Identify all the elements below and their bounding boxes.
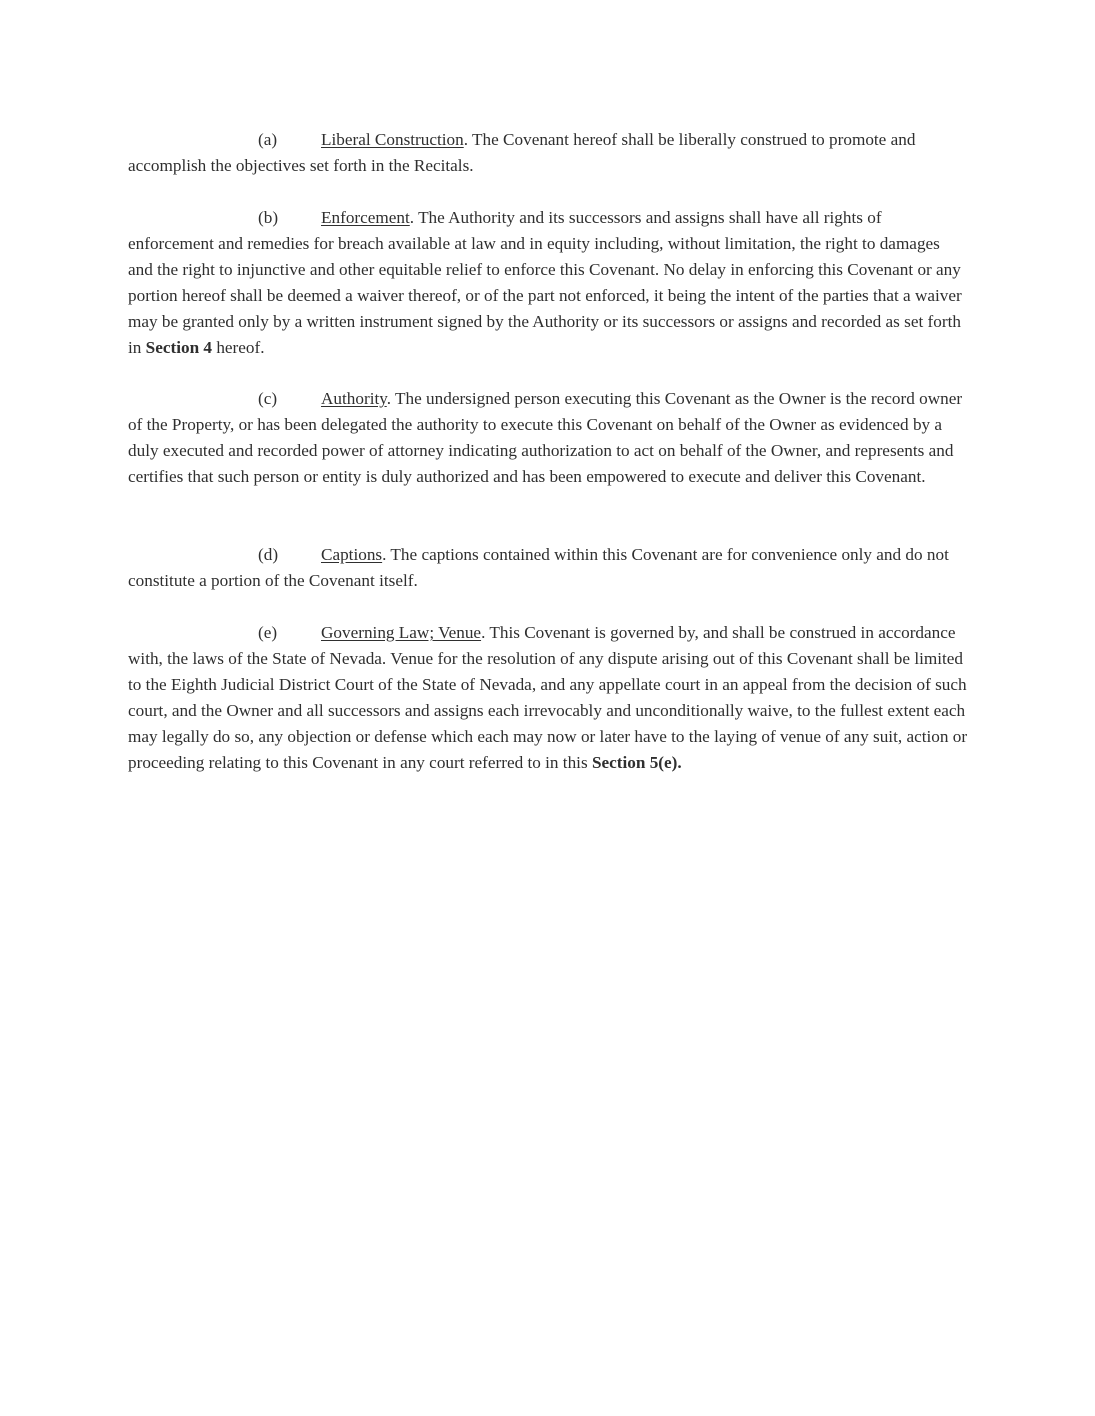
paragraph-enforcement — [128, 205, 968, 361]
paragraph-body: The captions contained within this Covenant are for convenience only and do not constitute a portion of the Covenant itself. — [128, 545, 949, 590]
paragraph-body: The Covenant hereof shall be liberally construed to promote and accomplish the objectives set forth in the Recitals. — [128, 130, 916, 175]
heading-separator: . — [382, 545, 391, 564]
paragraph-marker: (a) — [258, 130, 278, 149]
paragraph-marker: (e) — [258, 623, 278, 642]
paragraph-heading: Liberal Construction — [321, 130, 464, 149]
section-reference: Section 5(e). — [591, 753, 682, 772]
paragraph-marker: (b) — [258, 208, 279, 227]
paragraph-body: This Covenant is governed by, and shall be construed in accordance with, the laws of the State of Nevada. Venue for the resolution of any dispute arising out of this Covenant shall be limited to the Eighth Judicial District Court of the State of Nevada, and any appellate court in an appeal from the decision of such court, and the Owner and all successors and assigns each irrevocably and unconditionally waive, to the fullest extent each may legally do so, any objection or defense which each may now or later have to the laying of venue of any suit, action or proceeding relating to this Covenant in any court referred to in this — [128, 623, 968, 772]
paragraph-heading: Captions — [321, 545, 383, 564]
paragraph-marker: (d) — [258, 545, 279, 564]
paragraph-liberal-construction — [128, 127, 968, 179]
heading-separator: . — [463, 130, 473, 149]
paragraph-captions — [128, 542, 968, 594]
paragraph-heading: Enforcement — [321, 208, 410, 227]
paragraph-authority — [128, 386, 968, 490]
paragraph-heading: Authority — [321, 389, 387, 408]
paragraph-tail: hereof. — [212, 338, 265, 357]
paragraph-heading: Governing Law; Venue — [321, 623, 482, 642]
section-reference: Section 4 — [145, 338, 213, 357]
paragraph-governing-law-venue — [128, 620, 968, 776]
paragraph-body: The undersigned person executing this Covenant as the Owner is the record owner of the Property, or has been delegated the authority to execute this Covenant on behalf of the Owner as evidenced by a duly executed and recorded power of attorney indicating authorization to act on behalf of the Owner, and represents and certifies that such person or entity is duly authorized and has been empowered to execute and deliver this Covenant. — [128, 389, 963, 486]
heading-separator: . — [409, 208, 419, 227]
paragraph-body: The Authority and its successors and assigns shall have all rights of enforcement and remedies for breach available at law and in equity including, without limitation, the right to damages and the right to injunctive and other equitable relief to enforce this Covenant. No delay in enforcing this Covenant or any portion hereof shall be deemed a waiver thereof, or of the part not enforced, it being the intent of the parties that a waiver may be granted only by a written instrument signed by the Authority or its successors or assigns and recorded as set forth in — [128, 208, 962, 357]
heading-separator: . — [386, 389, 396, 408]
heading-separator: . — [481, 623, 490, 642]
paragraph-marker: (c) — [258, 389, 278, 408]
